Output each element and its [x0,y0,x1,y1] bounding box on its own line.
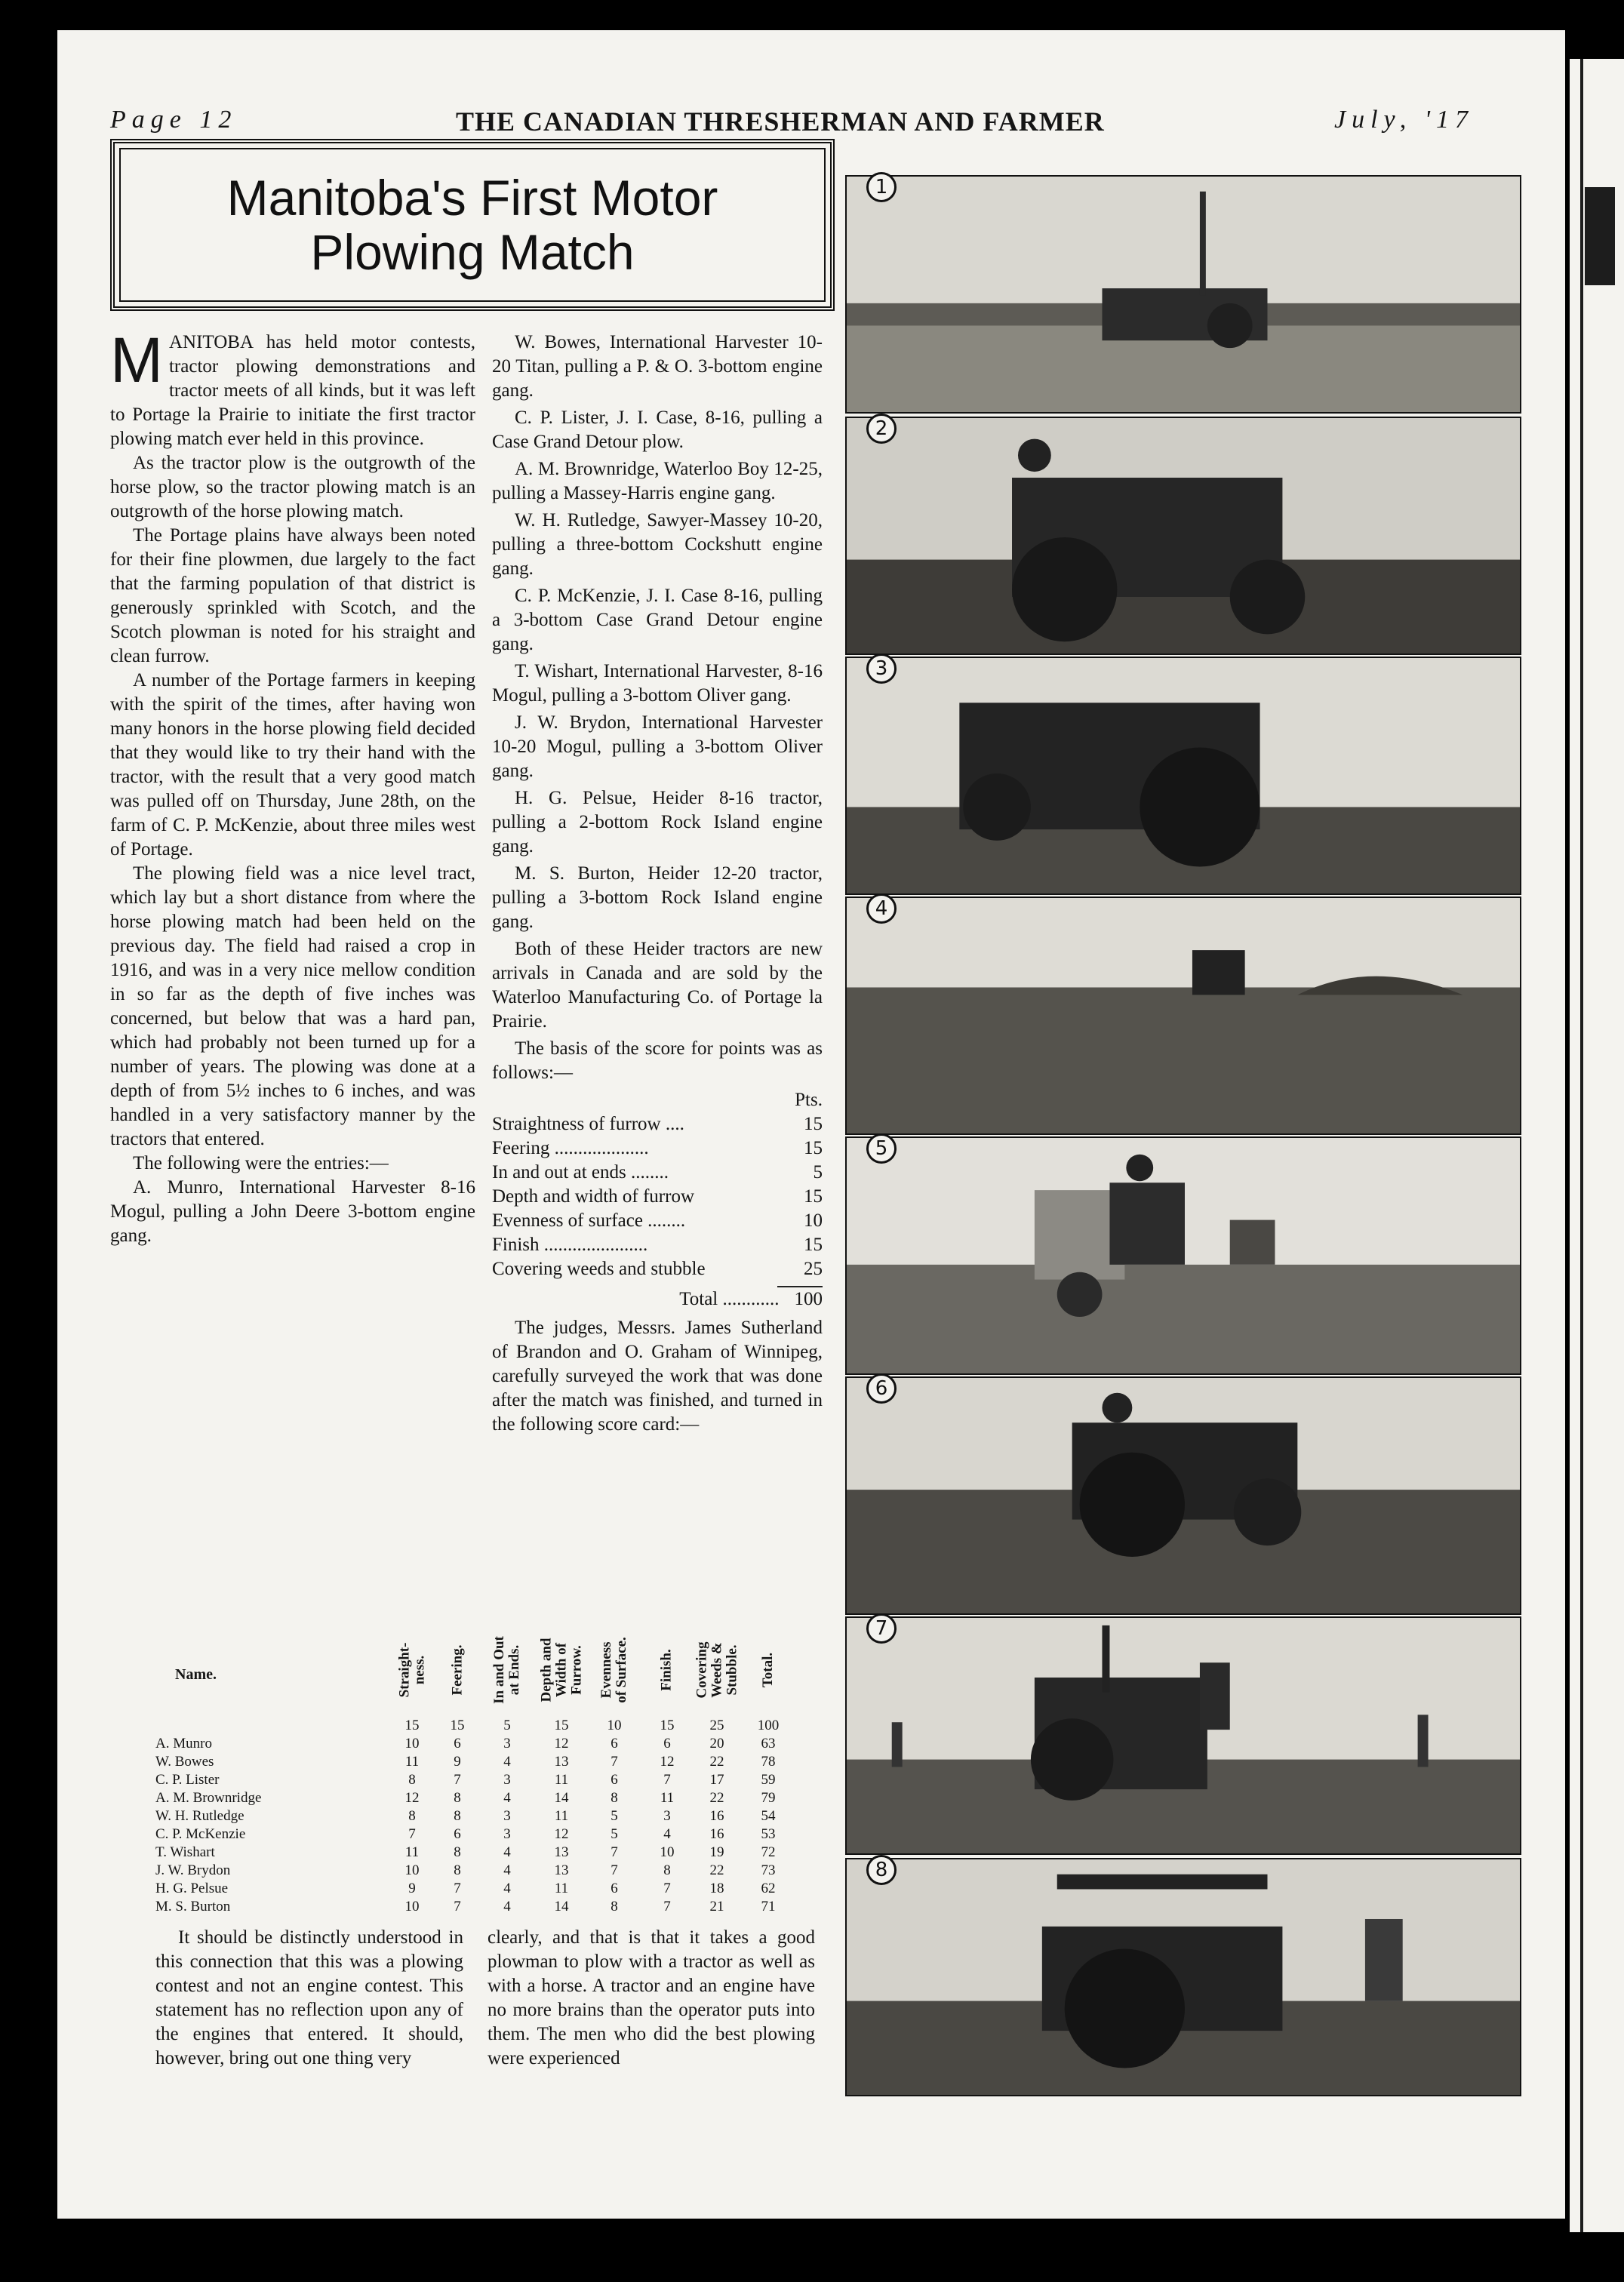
score-cell: 3 [503,1808,511,1824]
score-cell: 63 [761,1736,776,1751]
score-cell: 8 [454,1844,461,1860]
score-row [110,1899,827,1917]
tractor-photo [845,1858,1521,2096]
article-column-1 [110,324,475,1248]
body-paragraph: The plowing field was a nice level tract, which lay but a short distance from where the horse plowing match had been held on the previous day. The field had raised a crop in 1916, and was in a very nice mellow condition in so far as the depth of five inches was concerned, but below that was a hard pan, which had probably not been turned up for a number of years. The plowing was done at a depth of from 5½ inches to 6 inches, and was handled in a very satisfactory manner by the tractors that entered. [110,863,475,1149]
scoring-item [492,1185,823,1209]
score-row [110,1881,827,1899]
score-cell: 16 [709,1808,724,1824]
score-cell: 12 [554,1736,569,1751]
score-cell: 6 [611,1772,618,1788]
tractor-photo-image [847,418,1520,654]
score-cell: 19 [709,1844,724,1860]
score-column-header: Feering. [449,1644,466,1696]
points-header: Pts. [795,1090,823,1110]
score-row [110,1772,827,1790]
score-cell: 73 [761,1862,776,1878]
score-row-name: H. G. Pelsue [155,1881,229,1896]
name-column-header: Name. [175,1666,217,1683]
closing-column-2 [488,1926,815,2071]
score-cell: 71 [761,1899,776,1914]
score-column-header: Straight- ness. [396,1642,428,1698]
scoring-total-label: Total ............ [679,1289,780,1309]
scoring-item-points: 15 [804,1186,823,1207]
adjacent-page-mark [1585,187,1615,285]
scoring-total-value: 100 [794,1289,823,1309]
score-column-header: Depth and Width of Furrow. [538,1638,584,1702]
score-cell: 54 [761,1808,776,1824]
score-cell: 18 [709,1881,724,1896]
score-cell: 11 [404,1754,420,1770]
entry-paragraph: C. P. Lister, J. I. Case, 8-16, pulling a Case Grand Detour plow. [492,408,823,452]
score-cell: 12 [660,1754,675,1770]
entry-paragraph: T. Wishart, International Harvester, 8-16 Mogul, pulling a 3-bottom Oliver gang. [492,661,823,706]
body-paragraph: The following were the entries:— [133,1153,389,1173]
tractor-photo-image [847,898,1520,1133]
score-row [110,1844,827,1862]
tractor-photo [845,175,1521,414]
score-cell: 10 [404,1736,420,1751]
score-table-header [110,1622,827,1718]
publication-title: THE CANADIAN THRESHERMAN AND FARMER [456,106,1105,137]
score-row-name: A. M. Brownridge [155,1790,262,1806]
score-cell: 7 [611,1844,618,1860]
score-cell: 11 [660,1790,675,1806]
score-cell: 22 [709,1862,724,1878]
score-cell: 8 [408,1808,416,1824]
score-cell: 3 [503,1736,511,1751]
score-column-header: Finish. [659,1649,675,1691]
issue-date: July, '17 [1334,106,1475,134]
photo-number-badge: 8 [866,1855,897,1885]
score-cell: 17 [709,1772,724,1788]
photo-number-badge: 4 [866,893,897,924]
adjacent-page-edge [1570,59,1624,2232]
scoring-item-label: Feering .................... [492,1138,649,1158]
tractor-photo-image [847,658,1520,893]
score-row-name: M. S. Burton [155,1899,231,1914]
article-title-box [110,139,835,311]
score-cell: 7 [663,1772,671,1788]
score-cell: 4 [503,1754,511,1770]
score-cell: 25 [709,1718,724,1733]
score-cell: 14 [554,1790,569,1806]
scoring-item-points: 10 [804,1210,823,1231]
tractor-photo-image [847,1859,1520,2095]
score-cell: 4 [503,1862,511,1878]
body-paragraph: The Portage plains have always been noted for their fine plowmen, due largely to the fact that the farming population of that district is generously sprinkled with Scotch, and the Scotch plowman is noted for his straight and clean furrow. [110,525,475,666]
tractor-photo-image [847,177,1520,412]
score-cell: 7 [454,1881,461,1896]
score-cell: 15 [660,1718,675,1733]
score-cell: 14 [554,1899,569,1914]
score-cell: 8 [454,1862,461,1878]
closing-column-1 [155,1926,463,2071]
body-paragraph: A number of the Portage farmers in keeping with the spirit of the times, after having won many honors in the horse plowing field decided that they would like to try their hand with the tractor, with the result that a very good match was pulled off on Thursday, June 28th, on the farm of C. P. McKenzie, about three miles west of Portage. [110,670,475,860]
entry-paragraph: C. P. McKenzie, J. I. Case 8-16, pulling a 3-bottom Case Grand Detour engine gang. [492,586,823,654]
score-cell: 11 [404,1844,420,1860]
tractor-photo-image [847,1138,1520,1373]
tractor-photo [845,417,1521,655]
score-cell: 15 [554,1718,569,1733]
score-cell: 5 [611,1826,618,1842]
scoring-item-points: 15 [804,1114,823,1134]
score-cell: 79 [761,1790,776,1806]
photo-number-badge: 2 [866,414,897,444]
score-row [110,1808,827,1826]
score-cell: 11 [554,1772,569,1788]
judges-paragraph: The judges, Messrs. James Sutherland of Brandon and O. Graham of Winnipeg, carefully surveyed the work that was done after the match was finished, and turned in the following score card:— [492,1318,823,1435]
score-cell: 72 [761,1844,776,1860]
page-gutter-line [1580,59,1583,2232]
score-column-header: Evenness of Surface. [598,1637,629,1703]
score-cell: 8 [611,1790,618,1806]
score-cell: 78 [761,1754,776,1770]
tractor-photo [845,1616,1521,1855]
score-cell: 7 [454,1899,461,1914]
score-cell: 53 [761,1826,776,1842]
score-cell: 7 [408,1826,416,1842]
score-row [110,1826,827,1844]
score-cell: 20 [709,1736,724,1751]
body-paragraph: As the tractor plow is the outgrowth of the horse plow, so the tractor plowing match is an outgrowth of the horse plowing match. [110,453,475,521]
score-row [110,1862,827,1881]
scoring-item [492,1136,823,1161]
score-column-header: Total. [759,1652,776,1688]
score-cell: 8 [408,1772,416,1788]
score-cell: 10 [660,1844,675,1860]
scoring-item-points: 15 [804,1235,823,1255]
score-row [110,1754,827,1772]
photo-number-badge: 7 [866,1613,897,1644]
score-cell: 59 [761,1772,776,1788]
score-cell: 13 [554,1862,569,1878]
score-row-name: W. H. Rutledge [155,1808,245,1824]
entry-paragraph: J. W. Brydon, International Harvester 10-20 Mogul, pulling a 3-bottom Oliver gang. [492,712,823,781]
score-max-row [110,1718,827,1736]
closing-paragraph-right: clearly, and that is that it takes a good plowman to plow with a tractor as well as with a horse. A tractor and an engine have no more brains than the operator puts into them. The men who did the best plowing were experienced [488,1927,815,2068]
score-cell: 7 [611,1862,618,1878]
score-cell: 100 [757,1718,780,1733]
score-cell: 10 [404,1899,420,1914]
score-cell: 6 [454,1826,461,1842]
article-column-2 [492,331,823,1437]
entry-paragraph: The basis of the score for points was as follows:— [492,1038,823,1083]
article-title-line-2: Plowing Match [310,224,635,280]
score-row-name: C. P. McKenzie [155,1826,246,1842]
score-cell: 3 [663,1808,671,1824]
tractor-photo-image [847,1378,1520,1613]
photo-number-badge: 1 [866,172,897,202]
scoring-item-label: Covering weeds and stubble [492,1259,706,1279]
score-row-name: A. Munro [155,1736,212,1751]
score-row-name: J. W. Brydon [155,1862,231,1878]
score-cell: 7 [611,1754,618,1770]
entry-paragraph: W. H. Rutledge, Sawyer-Massey 10-20, pulling a three-bottom Cockshutt engine gang. [492,510,823,579]
scoring-item-label: Evenness of surface ........ [492,1210,686,1231]
score-cell: 22 [709,1790,724,1806]
tractor-photo [845,1376,1521,1615]
score-cell: 9 [408,1881,416,1896]
score-cell: 13 [554,1844,569,1860]
scoring-item-label: In and out at ends ........ [492,1162,669,1183]
tractor-photo [845,1136,1521,1375]
score-cell: 6 [611,1881,618,1896]
score-card-table [110,1622,827,1917]
score-column-header: Covering Weeds & Stubble. [694,1641,740,1699]
scoring-item [492,1257,823,1281]
entry-paragraph: W. Bowes, International Harvester 10-20 Titan, pulling a P. & O. 3-bottom engine gang. [492,332,823,401]
score-cell: 6 [454,1736,461,1751]
score-cell: 8 [454,1808,461,1824]
entry-paragraph: Both of these Heider tractors are new arrivals in Canada and are sold by the Waterloo Manufacturing Co. of Portage la Prairie. [492,939,823,1032]
scoring-item [492,1209,823,1233]
score-cell: 9 [454,1754,461,1770]
score-row [110,1790,827,1808]
score-cell: 5 [503,1718,511,1733]
score-cell: 62 [761,1881,776,1896]
score-cell: 7 [454,1772,461,1788]
score-row-name: T. Wishart [155,1844,215,1860]
scoring-item-label: Finish ...................... [492,1235,648,1255]
score-cell: 6 [663,1736,671,1751]
score-row [110,1736,827,1754]
scoring-total [492,1287,823,1312]
score-cell: 7 [663,1881,671,1896]
score-cell: 4 [503,1790,511,1806]
score-cell: 7 [663,1899,671,1914]
score-cell: 13 [554,1754,569,1770]
page-number: Page 12 [110,106,238,134]
score-cell: 15 [404,1718,420,1733]
score-cell: 6 [611,1736,618,1751]
scoring-item [492,1161,823,1185]
score-cell: 4 [663,1826,671,1842]
photo-number-badge: 3 [866,654,897,684]
score-cell: 10 [607,1718,622,1733]
score-cell: 8 [611,1899,618,1914]
score-cell: 3 [503,1826,511,1842]
photo-number-badge: 5 [866,1133,897,1164]
score-row-name: C. P. Lister [155,1772,220,1788]
scoring-item [492,1112,823,1136]
score-cell: 12 [554,1826,569,1842]
score-cell: 4 [503,1899,511,1914]
score-cell: 15 [450,1718,465,1733]
score-cell: 21 [709,1899,724,1914]
scoring-item-points: 25 [804,1259,823,1279]
body-paragraph: A. Munro, International Harvester 8-16 Mogul, pulling a John Deere 3-bottom engine gang. [110,1177,475,1246]
closing-paragraph-left: It should be distinctly understood in this connection that this was a plowing contest and not an engine contest. This statement has no reflection upon any of the engines that entered. It should, however, bring out one thing very [155,1927,463,2068]
scoring-item-label: Depth and width of furrow [492,1186,694,1207]
score-cell: 22 [709,1754,724,1770]
scoring-item [492,1233,823,1257]
tractor-photo [845,657,1521,895]
score-cell: 16 [709,1826,724,1842]
lead-paragraph: ANITOBA has held motor contests, tractor plowing demonstrations and tractor meets of all kinds, but it was left to Portage la Prairie to initiate the first tractor plowing match ever held in this province. [110,332,475,449]
photo-number-badge: 6 [866,1373,897,1404]
score-cell: 8 [454,1790,461,1806]
scoring-item-points: 15 [804,1138,823,1158]
score-column-header: In and Out at Ends. [491,1636,522,1704]
score-cell: 8 [663,1862,671,1878]
score-cell: 4 [503,1844,511,1860]
score-cell: 4 [503,1881,511,1896]
score-cell: 12 [404,1790,420,1806]
scoring-item-points: 5 [813,1162,823,1183]
score-cell: 11 [554,1808,569,1824]
score-cell: 11 [554,1881,569,1896]
entry-paragraph: A. M. Brownridge, Waterloo Boy 12-25, pulling a Massey-Harris engine gang. [492,459,823,503]
scoring-item-label: Straightness of furrow .... [492,1114,684,1134]
score-cell: 5 [611,1808,618,1824]
scoring-basis [492,1088,823,1312]
tractor-photo-image [847,1618,1520,1853]
entry-paragraph: M. S. Burton, Heider 12-20 tractor, pulling a 3-bottom Rock Island engine gang. [492,863,823,932]
drop-cap: M [110,324,163,395]
score-row-name: W. Bowes [155,1754,214,1770]
score-cell: 10 [404,1862,420,1878]
score-cell: 3 [503,1772,511,1788]
lead-paragraph-wrap [110,324,475,451]
article-title-line-1: Manitoba's First Motor [226,170,718,226]
entry-paragraph: H. G. Pelsue, Heider 8-16 tractor, pulling a 2-bottom Rock Island engine gang. [492,788,823,857]
tractor-photo [845,896,1521,1135]
